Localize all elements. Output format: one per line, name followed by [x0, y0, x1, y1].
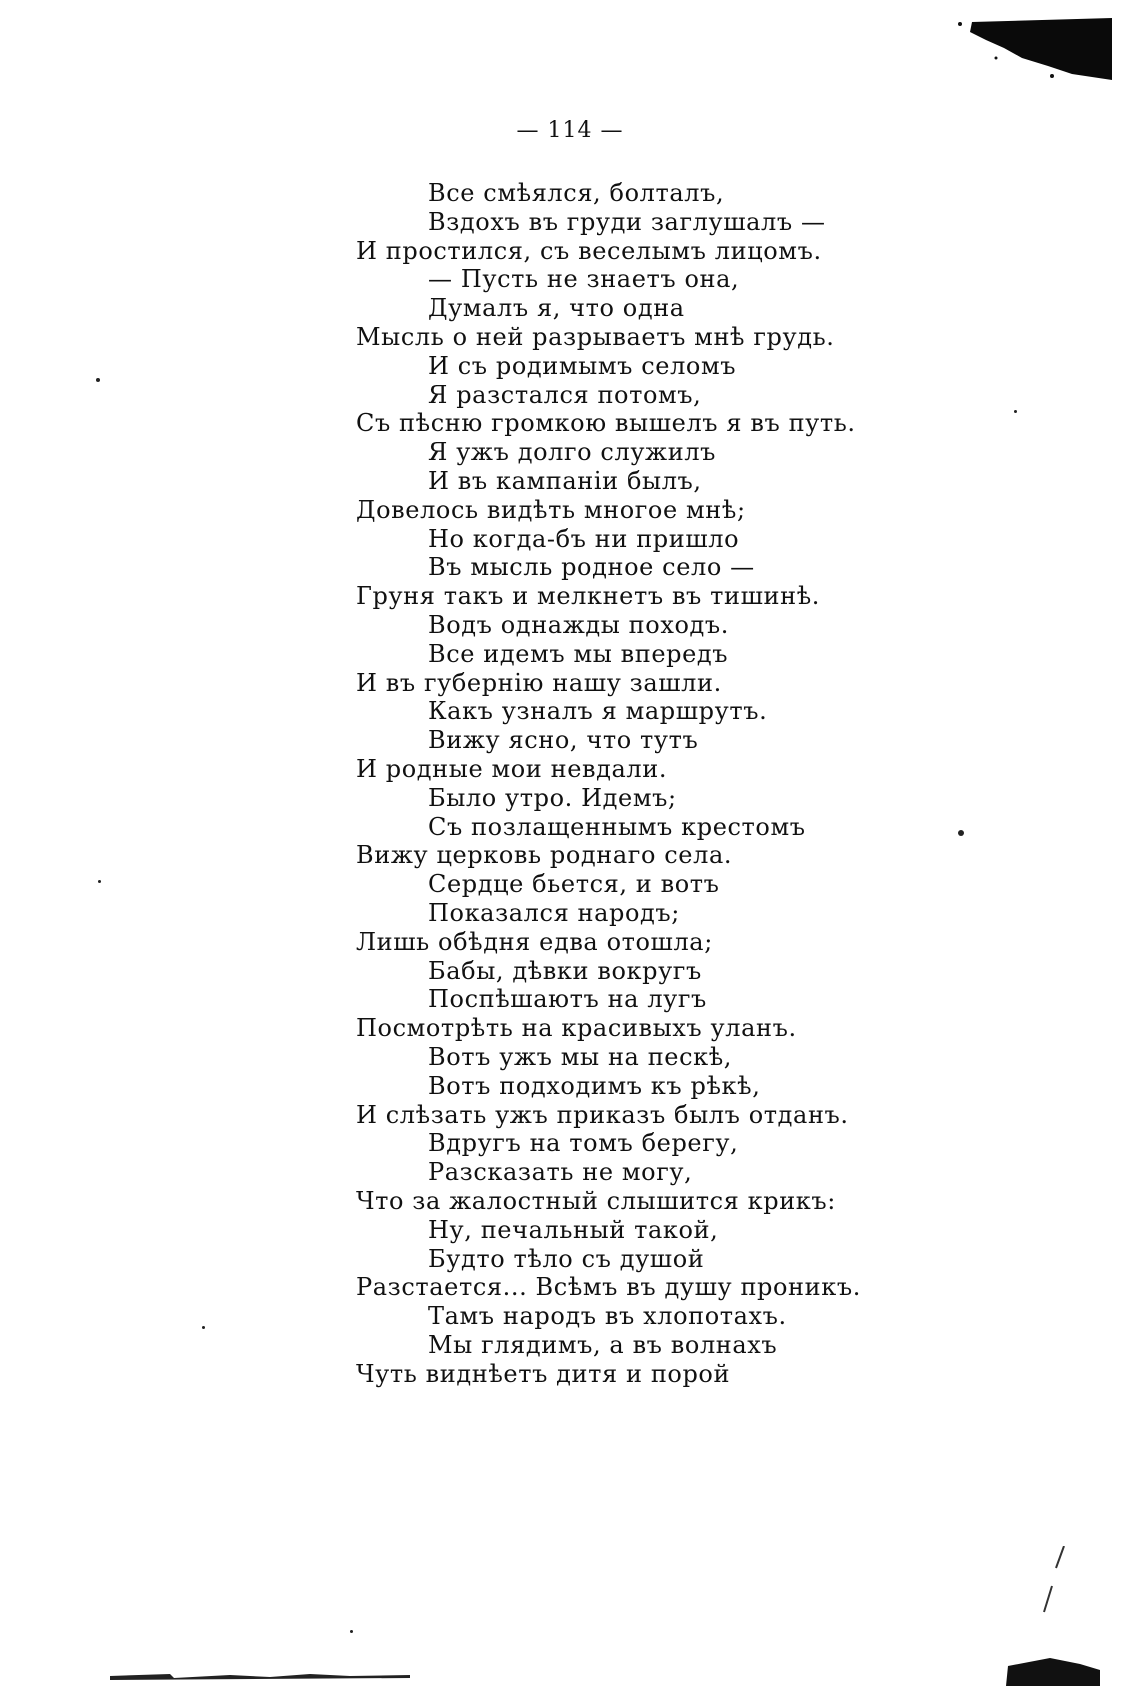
poem-line: И родные мои невдали. [356, 755, 668, 783]
scan-smudge-bottom-left [110, 1668, 410, 1682]
scan-speck [1014, 410, 1017, 413]
scan-speck [96, 378, 100, 382]
poem-line: Что за жалостный слышится крикъ: [356, 1187, 836, 1215]
poem-line: Вотъ ужъ мы на пескѣ, [428, 1043, 733, 1071]
poem-line: Показался народъ; [428, 899, 680, 927]
poem-line: Вотъ подходимъ къ рѣкѣ, [428, 1071, 761, 1100]
poem-line: Тамъ народъ въ хлопотахъ. [428, 1302, 787, 1331]
poem-line: Думалъ я, что одна [428, 294, 685, 323]
poem-line: Водъ однажды походъ. [428, 611, 729, 639]
poem-line: Вижу ясно, что тутъ [428, 726, 699, 755]
scan-speck [958, 830, 964, 836]
poem-line: Поспѣшаютъ на лугъ [428, 985, 707, 1014]
poem-line: Я разстался потомъ, [428, 380, 702, 409]
poem-line: Вижу церковь роднаго села. [356, 841, 733, 870]
poem-line: Я ужъ долго служилъ [428, 438, 717, 467]
poem-line: Ну, печальный такой, [428, 1215, 719, 1244]
scan-smudge-bottom-right [990, 1546, 1100, 1686]
poem-line: Чуть виднѣетъ дитя и порой [356, 1359, 731, 1388]
poem-line: Вдругъ на томъ берегу, [428, 1129, 739, 1158]
poem-line: Но когда-бъ ни пришло [428, 524, 740, 553]
poem-line: Съ позлащеннымъ крестомъ [428, 812, 806, 841]
poem-line: Бабы, дѣвки вокругъ [428, 956, 702, 985]
poem-line: И съ родимымъ селомъ [428, 351, 737, 380]
poem-line: Довелось видѣть многое мнѣ; [356, 495, 746, 524]
poem-line: Съ пѣсню громкою вышелъ я въ путь. [356, 409, 856, 438]
poem-line: Разсказать не могу, [428, 1158, 693, 1187]
poem-line: Мы глядимъ, а въ волнахъ [428, 1331, 778, 1359]
poem-line: Вздохъ въ груди заглушалъ — [428, 207, 826, 236]
poem-line: И слѣзать ужъ приказъ былъ отданъ. [356, 1100, 849, 1129]
poem-line: Мысль о ней разрываетъ мнѣ грудь. [356, 323, 835, 351]
poem-line: И въ кампаніи былъ, [428, 467, 702, 495]
poem-line: — Пусть не знаетъ она, [428, 265, 740, 294]
scan-speck [350, 1630, 353, 1633]
poem-line: Сердце бьется, и вотъ [428, 870, 720, 899]
poem-line: Груня такъ и мелкнетъ въ тишинѣ. [356, 582, 821, 611]
scan-ink-blot-top-right [952, 18, 1112, 80]
poem-line: Будто тѣло съ душой [428, 1244, 705, 1273]
scan-speck [202, 1326, 205, 1329]
poem-line: Разстается... Всѣмъ въ душу проникъ. [356, 1273, 861, 1302]
poem-line: И простился, съ веселымъ лицомъ. [356, 236, 822, 265]
poem-line: И въ губернію нашу зашли. [356, 668, 722, 697]
poem-line: Все идемъ мы впередъ [428, 639, 729, 668]
poem-line: Лишь обѣдня едва отошла; [356, 927, 713, 956]
poem-line: Посмотрѣть на красивыхъ уланъ. [356, 1014, 797, 1043]
poem-line: Какъ узналъ я маршрутъ. [428, 697, 768, 726]
page-number: — 114 — [516, 118, 624, 143]
poem-line: Было утро. Идемъ; [428, 783, 677, 812]
poem-line: Въ мысль родное село — [428, 553, 755, 582]
scan-speck [98, 880, 101, 883]
poem-line: Все смѣялся, болталъ, [428, 179, 725, 207]
